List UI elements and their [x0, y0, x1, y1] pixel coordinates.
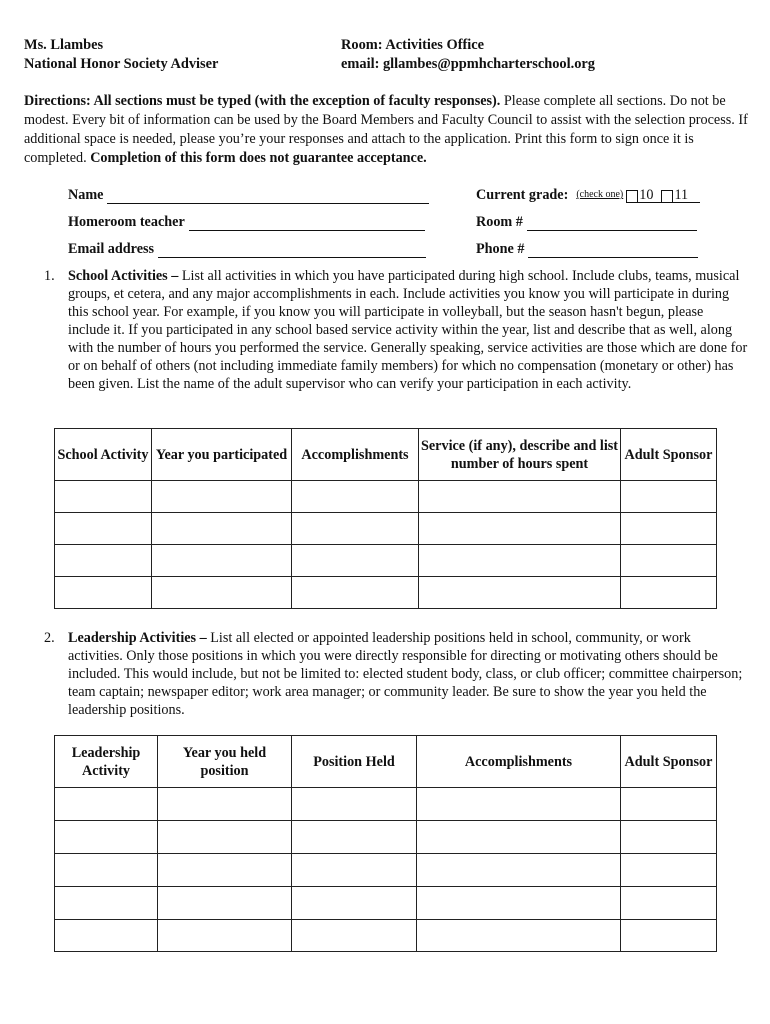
table-cell[interactable]: [621, 920, 717, 952]
table-cell[interactable]: [55, 821, 158, 854]
school-activities-section: [44, 267, 748, 393]
table-row: [55, 513, 717, 545]
col-year-held: Year you held position: [158, 736, 292, 788]
table-cell[interactable]: [292, 481, 419, 513]
table-cell[interactable]: [158, 788, 292, 821]
section-2-number: 2.: [44, 630, 55, 646]
table-cell[interactable]: [417, 821, 621, 854]
email-info: email: gllambes@ppmhcharterschool.org: [341, 56, 596, 72]
table-cell[interactable]: [621, 854, 717, 887]
table-row: [55, 545, 717, 577]
room-info: Room: Activities Office: [341, 37, 485, 53]
grade-label: Current grade:: [476, 187, 569, 203]
directions-lead: Directions: All sections must be typed (with the exception of faculty responses).: [24, 93, 501, 109]
table-cell[interactable]: [417, 854, 621, 887]
table-cell[interactable]: [158, 920, 292, 952]
table-cell[interactable]: [292, 788, 417, 821]
col-leadership-activity: Leadership Activity: [55, 736, 158, 788]
table-cell[interactable]: [621, 887, 717, 920]
table-row: [55, 481, 717, 513]
table-cell[interactable]: [621, 821, 717, 854]
table-cell[interactable]: [417, 887, 621, 920]
check-one-note: (check one): [576, 189, 624, 200]
grade-underline: [628, 202, 700, 203]
homeroom-field-row: [68, 213, 425, 231]
room-label: Room #: [476, 214, 523, 230]
name-label: Name: [68, 187, 104, 203]
table-cell[interactable]: [152, 577, 292, 609]
name-field-row: [68, 186, 429, 204]
phone-field[interactable]: [528, 244, 698, 258]
col-accomplishments: Accomplishments: [292, 429, 419, 481]
table-row: [55, 854, 717, 887]
table-cell[interactable]: [419, 577, 621, 609]
section-2-dash: –: [196, 630, 211, 646]
table-cell[interactable]: [419, 481, 621, 513]
table-cell[interactable]: [419, 513, 621, 545]
col-year-participated: Year you participated: [152, 429, 292, 481]
adviser-title: National Honor Society Adviser: [24, 56, 219, 72]
table-cell[interactable]: [55, 577, 152, 609]
table-cell[interactable]: [55, 920, 158, 952]
col-service: Service (if any), describe and list number of hours spent: [419, 429, 621, 481]
table-cell[interactable]: [55, 887, 158, 920]
table-cell[interactable]: [158, 887, 292, 920]
table-cell[interactable]: [152, 545, 292, 577]
directions-body: Please complete all sections. Do not be modest. Every bit of information can be used by the Board Members and Faculty Council to assist with the selection process. If additional space is needed, please you’re your responses and attach to the application. Print this form to sign once it is completed.: [24, 93, 748, 166]
table-cell[interactable]: [158, 821, 292, 854]
table-header-row: [55, 429, 717, 481]
leadership-activities-section: [44, 629, 748, 719]
table-cell[interactable]: [55, 545, 152, 577]
table-header-row: [55, 736, 717, 788]
phone-field-row: [476, 240, 698, 258]
table-row: [55, 788, 717, 821]
email-field-row: [68, 240, 426, 258]
school-activities-table: [54, 428, 717, 609]
table-cell[interactable]: [55, 788, 158, 821]
grade-11-label: 11: [674, 187, 689, 203]
table-cell[interactable]: [292, 577, 419, 609]
col-adult-sponsor: Adult Sponsor: [621, 429, 717, 481]
adviser-block: [24, 36, 218, 74]
table-cell[interactable]: [55, 854, 158, 887]
leadership-activities-table: [54, 735, 717, 952]
email-field[interactable]: [158, 244, 426, 258]
homeroom-field[interactable]: [189, 217, 425, 231]
table-cell[interactable]: [292, 854, 417, 887]
table-cell[interactable]: [152, 481, 292, 513]
table-cell[interactable]: [55, 513, 152, 545]
table-cell[interactable]: [621, 481, 717, 513]
grade-10-label: 10: [639, 187, 654, 203]
section-1-text: List all activities in which you have participated during high school. Include clubs, teams, musical groups, et cetera, and any major accomplishments in each. Include activities you know you will participate in during this school year. For example, if you know you will participate in volleyball, but the season hasn't begun, please include it. If you participated in any school based service activity within the year, list and describe that as well, along with the number of hours you performed the service. Generally speaking, service activities are those which are done for or on behalf of others (not including immediate family members) for which no compensation (monetary or other) has been given. List the name of the adult supervisor who can verify your participation in each activity.: [68, 268, 748, 392]
col-position-held: Position Held: [292, 736, 417, 788]
table-row: [55, 887, 717, 920]
email-label: Email address: [68, 241, 155, 257]
room-field[interactable]: [527, 217, 697, 231]
table-row: [55, 577, 717, 609]
col-adult-sponsor: Adult Sponsor: [621, 736, 717, 788]
table-cell[interactable]: [419, 545, 621, 577]
section-1-title: School Activities: [68, 268, 168, 284]
table-cell[interactable]: [292, 821, 417, 854]
contact-block: [341, 36, 595, 74]
directions-paragraph: [24, 92, 749, 168]
table-cell[interactable]: [621, 513, 717, 545]
homeroom-label: Homeroom teacher: [68, 214, 185, 230]
directions-closing: Completion of this form does not guarantee acceptance.: [90, 150, 427, 166]
table-cell[interactable]: [417, 788, 621, 821]
table-cell[interactable]: [621, 545, 717, 577]
table-row: [55, 821, 717, 854]
table-cell[interactable]: [621, 788, 717, 821]
room-field-row: [476, 213, 697, 231]
table-cell[interactable]: [55, 481, 152, 513]
phone-label: Phone #: [476, 241, 525, 257]
table-cell[interactable]: [292, 920, 417, 952]
table-cell[interactable]: [292, 545, 419, 577]
table-cell[interactable]: [158, 854, 292, 887]
table-cell[interactable]: [621, 577, 717, 609]
col-school-activity: School Activity: [55, 429, 152, 481]
table-cell[interactable]: [417, 920, 621, 952]
col-accomplishments: Accomplishments: [417, 736, 621, 788]
table-row: [55, 920, 717, 952]
section-1-dash: –: [167, 268, 182, 284]
section-2-title: Leadership Activities: [68, 630, 197, 646]
table-cell[interactable]: [292, 887, 417, 920]
section-1-number: 1.: [44, 268, 55, 284]
section-2-text: List all elected or appointed leadership positions held in school, community, or work activities. Only those positions in which you were directly responsible for directing or motivating others should be included. This would include, but not be limited to: elected student body, class, or club officer; committee chairperson; team captain; newspaper editor; work area manager; or community leader. Be sure to show the year you held the leadership positions.: [68, 630, 743, 718]
name-field[interactable]: [107, 190, 429, 204]
adviser-name: Ms. Llambes: [24, 37, 104, 53]
table-cell[interactable]: [152, 513, 292, 545]
table-cell[interactable]: [292, 513, 419, 545]
